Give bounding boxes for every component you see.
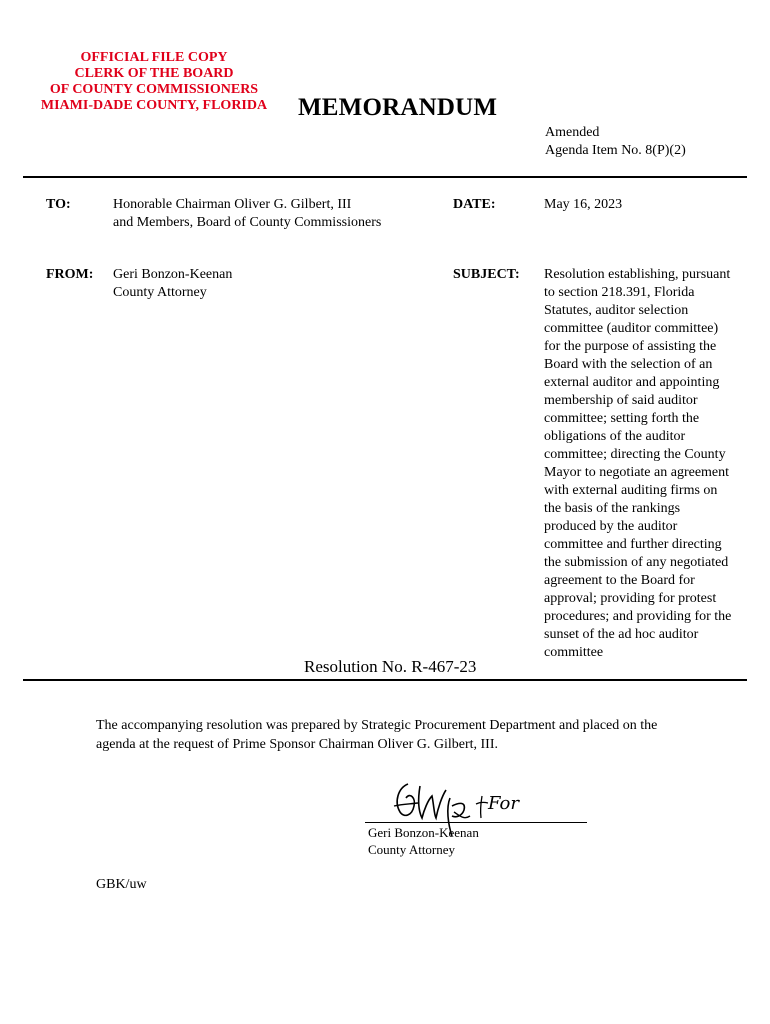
signatory-block: [368, 824, 479, 858]
stamp-line: MIAMI-DADE COUNTY, FLORIDA: [40, 98, 268, 113]
resolution-number: Resolution No. R-467-23: [304, 657, 477, 676]
from-label: FROM:: [46, 267, 94, 282]
subject-label: SUBJECT:: [453, 267, 520, 282]
subject-line: Board with the selection of an: [544, 357, 713, 372]
stamp-line: CLERK OF THE BOARD: [74, 66, 234, 81]
header-divider: [23, 176, 747, 178]
subject-line: committee and further directing: [544, 537, 722, 552]
date-value: May 16, 2023: [544, 197, 623, 212]
official-file-copy-stamp: [30, 50, 278, 114]
agenda-item-block: [545, 124, 686, 160]
subject-line: for the purpose of assisting the: [544, 339, 717, 354]
subject-line: committee (auditor committee): [544, 321, 719, 336]
signatory-name: Geri Bonzon-Keenan: [368, 825, 479, 840]
subject-line: the submission of any negotiated: [544, 555, 729, 570]
subject-line: approval; providing for protest: [544, 591, 717, 606]
subject-line: external auditor and appointing: [544, 375, 720, 390]
stamp-line: OFFICIAL FILE COPY: [80, 50, 228, 65]
subject-line: committee: [544, 645, 604, 660]
for-annotation: For: [488, 793, 519, 814]
subject-line: membership of said auditor: [544, 393, 698, 408]
body-line: The accompanying resolution was prepared by Strategic Procurement Department and placed on the: [96, 718, 658, 733]
to-recipients: [113, 196, 381, 232]
body-paragraph: [96, 716, 716, 754]
subject-line: sunset of the ad hoc auditor: [544, 627, 699, 642]
stamp-line: OF COUNTY COMMISSIONERS: [49, 82, 259, 97]
subject-line: Statutes, auditor selection: [544, 303, 689, 318]
body-line: agenda at the request of Prime Sponsor Chairman Oliver G. Gilbert, III.: [96, 737, 499, 752]
to-label: TO:: [46, 197, 71, 212]
subject-line: procedures; and providing for the: [544, 609, 732, 624]
subject-line: obligations of the auditor: [544, 429, 686, 444]
agenda-item-number: Agenda Item No. 8(P)(2): [545, 143, 686, 158]
from-line: Geri Bonzon-Keenan: [113, 267, 233, 282]
subject-line: Resolution establishing, pursuant: [544, 267, 731, 282]
subject-line: with external auditing firms on: [544, 483, 718, 498]
subject-line: committee; setting forth the: [544, 411, 700, 426]
amended-label: Amended: [545, 125, 600, 140]
subject-line: agreement to the Board for: [544, 573, 695, 588]
subject-line: the basis of the rankings: [544, 501, 681, 516]
subject-line: produced by the auditor: [544, 519, 678, 534]
to-line: Honorable Chairman Oliver G. Gilbert, III: [113, 197, 352, 212]
typist-initials: GBK/uw: [96, 877, 147, 892]
memorandum-title: MEMORANDUM: [298, 94, 498, 121]
signatory-title: County Attorney: [368, 842, 456, 857]
subject-divider: [23, 679, 747, 681]
from-line: County Attorney: [113, 285, 207, 300]
subject-line: Mayor to negotiate an agreement: [544, 465, 730, 480]
subject-line: committee; directing the County: [544, 447, 726, 462]
to-line: and Members, Board of County Commissioners: [113, 215, 382, 230]
subject-line: to section 218.391, Florida: [544, 285, 695, 300]
from-sender: [113, 266, 232, 302]
date-label: DATE:: [453, 197, 496, 212]
subject-text: [544, 266, 754, 662]
signature-line: [365, 822, 587, 823]
